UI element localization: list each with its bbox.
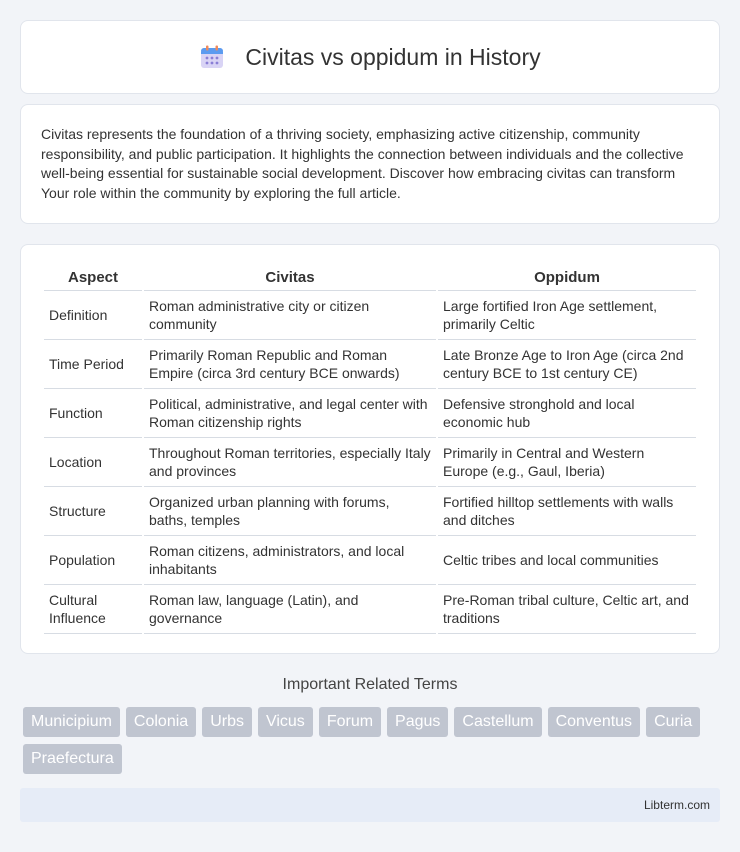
civitas-cell: Roman law, language (Latin), and governance xyxy=(144,585,436,634)
footer-site-link[interactable]: Libterm.com xyxy=(643,798,710,812)
intro-text: Civitas represents the foundation of a thriving society, emphasizing active citizenship, community responsibility, and public participation. It highlights the connection between individuals and the collective well-being essential for sustainable social development. Discover how embracing civitas can transform Your role within the community by exploring the full article. xyxy=(41,126,684,201)
header-card xyxy=(20,20,720,94)
table-row xyxy=(44,340,696,389)
table-row xyxy=(44,487,696,536)
related-terms-title: Important Related Terms xyxy=(282,676,458,693)
related-term-tag[interactable]: Forum xyxy=(319,707,381,737)
intro-card xyxy=(20,104,720,224)
related-term-tag[interactable]: Pagus xyxy=(387,707,448,737)
related-term-tag[interactable]: Castellum xyxy=(454,707,541,737)
comparison-table-card xyxy=(20,244,720,654)
header-civitas: Civitas xyxy=(144,265,436,291)
header-aspect: Aspect xyxy=(44,265,142,291)
related-terms-list xyxy=(23,707,713,781)
civitas-cell: Political, administrative, and legal center with Roman citizenship rights xyxy=(144,389,436,438)
oppidum-cell: Large fortified Iron Age settlement, primarily Celtic xyxy=(438,291,696,340)
aspect-cell: Definition xyxy=(44,291,142,340)
oppidum-cell: Primarily in Central and Western Europe (e.g., Gaul, Iberia) xyxy=(438,438,696,487)
page-title: Civitas vs oppidum in History xyxy=(245,43,541,70)
oppidum-cell: Defensive stronghold and local economic hub xyxy=(438,389,696,438)
table-header-row xyxy=(44,265,696,291)
aspect-cell: Structure xyxy=(44,487,142,536)
related-term-tag[interactable]: Curia xyxy=(646,707,700,737)
aspect-cell: Population xyxy=(44,536,142,585)
related-term-tag[interactable]: Praefectura xyxy=(23,744,122,774)
table-row xyxy=(44,536,696,585)
civitas-cell: Roman administrative city or citizen community xyxy=(144,291,436,340)
related-term-tag[interactable]: Colonia xyxy=(126,707,196,737)
aspect-cell: Cultural Influence xyxy=(44,585,142,634)
table-row xyxy=(44,438,696,487)
related-term-tag[interactable]: Vicus xyxy=(258,707,313,737)
civitas-cell: Roman citizens, administrators, and local inhabitants xyxy=(144,536,436,585)
civitas-cell: Throughout Roman territories, especially Italy and provinces xyxy=(144,438,436,487)
civitas-cell: Organized urban planning with forums, baths, temples xyxy=(144,487,436,536)
related-term-tag[interactable]: Conventus xyxy=(548,707,641,737)
oppidum-cell: Late Bronze Age to Iron Age (circa 2nd century BCE to 1st century CE) xyxy=(438,340,696,389)
oppidum-cell: Fortified hilltop settlements with walls and ditches xyxy=(438,487,696,536)
related-term-tag[interactable]: Urbs xyxy=(202,707,252,737)
aspect-cell: Function xyxy=(44,389,142,438)
calendar-icon xyxy=(199,44,225,70)
aspect-cell: Location xyxy=(44,438,142,487)
table-row xyxy=(44,585,696,634)
oppidum-cell: Pre-Roman tribal culture, Celtic art, and traditions xyxy=(438,585,696,634)
footer xyxy=(20,788,720,822)
header-oppidum: Oppidum xyxy=(438,265,696,291)
related-term-tag[interactable]: Municipium xyxy=(23,707,120,737)
table-row xyxy=(44,291,696,340)
table-row xyxy=(44,389,696,438)
comparison-table xyxy=(42,265,698,634)
oppidum-cell: Celtic tribes and local communities xyxy=(438,536,696,585)
aspect-cell: Time Period xyxy=(44,340,142,389)
civitas-cell: Primarily Roman Republic and Roman Empire (circa 3rd century BCE onwards) xyxy=(144,340,436,389)
